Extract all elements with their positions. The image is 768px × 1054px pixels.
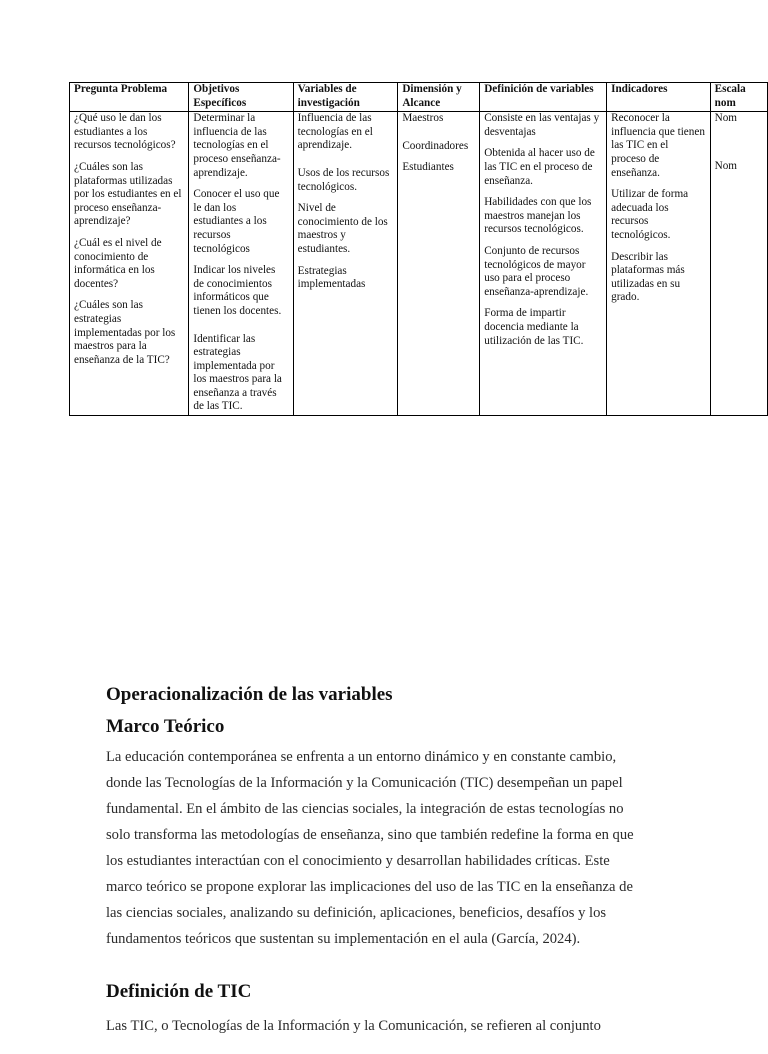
variable-item: Estrategias implementadas (297, 264, 366, 291)
pregunta-item: ¿Qué uso le dan los estudiantes a los recursos tecnológicos? (74, 112, 176, 152)
variable-item: Nivel de conocimiento de los maestros y estudiantes. (297, 202, 388, 255)
cell-definicion (480, 112, 607, 416)
indicador-item: Describir las plataformas más utilizadas en su grado. (611, 250, 685, 304)
operationalization-table-wrap (69, 82, 768, 416)
paragraph-line: La educación contemporánea se enfrenta a un entorno dinámico y en constante cambio, (106, 749, 617, 765)
table-row (70, 112, 768, 416)
header-indicadores: Indicadores (607, 83, 711, 112)
marco-paragraph (106, 744, 666, 952)
table-header-row (70, 83, 768, 112)
header-objetivos: Objetivos Específicos (189, 83, 293, 112)
body-text-block (106, 682, 666, 1054)
cell-dimension (398, 112, 480, 416)
escala-item: Nom (714, 159, 737, 172)
objetivo-item: Identificar las estrategias implementada por los maestros para la enseñanza a través de las TIC. (193, 332, 282, 413)
objetivo-item: Indicar los niveles de conocimientos informáticos que tienen los docentes. (193, 264, 282, 317)
paragraph-line: fundamentos teóricos que sustentan su implementación en el aula (García, 2024). (106, 931, 581, 947)
definicion-item: Obtenida al hacer uso de las TIC en el proceso de enseñanza. (484, 147, 595, 187)
heading-operacionalizacion: Operacionalización de las variables (106, 684, 393, 705)
definicion-item: Consiste en las ventajas y desventajas (484, 112, 600, 138)
header-definicion: Definición de variables (480, 83, 607, 112)
variable-item: Influencia de las tecnologías en el aprendizaje. (297, 112, 373, 152)
paragraph-line: las ciencias sociales, analizando su definición, aplicaciones, beneficios, desafíos y los (106, 905, 607, 921)
pregunta-item: ¿Cuáles son las plataformas utilizadas por los estudiantes en el proceso enseñanza-aprendizaje? (74, 160, 182, 228)
operationalization-table (69, 82, 768, 416)
definicion-item: Conjunto de recursos tecnológicos de mayor uso para el proceso enseñanza-aprendizaje. (484, 244, 589, 298)
header-dimension: Dimensión y Alcance (398, 83, 480, 112)
indicador-item: Utilizar de forma adecuada los recursos tecnológicos. (611, 188, 689, 241)
cell-indicadores (607, 112, 711, 416)
pregunta-item: ¿Cuál es el nivel de conocimiento de informática en los docentes? (74, 236, 162, 290)
cell-variables (293, 112, 398, 416)
dimension-item: Maestros (402, 112, 444, 125)
paragraph-line: los estudiantes interactúan con el conocimiento y desarrollan habilidades críticas. Este (106, 853, 610, 869)
dimension-item: Estudiantes (402, 161, 454, 174)
paragraph-line: marco teórico se propone explorar las implicaciones del uso de las TIC en la enseñanza de (106, 879, 633, 895)
header-variables: Variables de investigación (293, 83, 398, 112)
paragraph-line: solo transforma las metodologías de enseñanza, sino que también redefine la forma en que (106, 827, 634, 843)
objetivo-item: Determinar la influencia de las tecnologías en el proceso enseñanza-aprendizaje. (193, 112, 281, 179)
cell-escala (710, 112, 767, 416)
variable-item: Usos de los recursos tecnológicos. (297, 166, 390, 193)
header-escala: Escala nom (710, 83, 767, 112)
definicion-item: Habilidades con que los maestros manejan los recursos tecnológicos. (484, 196, 592, 236)
definicion-item: Forma de impartir docencia mediante la utilización de las TIC. (484, 307, 584, 347)
cell-objetivos (189, 112, 293, 416)
heading-definicion-tic: Definición de TIC (106, 981, 252, 1002)
header-pregunta: Pregunta Problema (70, 83, 189, 112)
paragraph-line: fundamental. En el ámbito de las ciencias sociales, la integración de estas tecnologías no (106, 801, 624, 817)
heading-marco-teorico: Marco Teórico (106, 716, 225, 737)
escala-item: Nom (714, 112, 737, 125)
cell-preguntas (70, 112, 189, 416)
pregunta-item: ¿Cuáles son las estrategias implementadas por los maestros para la enseñanza de la TIC? (74, 299, 176, 366)
paragraph-line: donde las Tecnologías de la Información y la Comunicación (TIC) desempeñan un papel (106, 775, 623, 791)
indicador-item: Reconocer la influencia que tienen las TIC en el proceso de enseñanza. (611, 112, 705, 179)
dimension-item: Coordinadores (402, 139, 469, 152)
paragraph-line-cut: Las TIC, o Tecnologías de la Información y la Comunicación, se refieren al conjunto (106, 1018, 601, 1034)
objetivo-item: Conocer el uso que le dan los estudiantes a los recursos tecnológicos (193, 188, 280, 255)
